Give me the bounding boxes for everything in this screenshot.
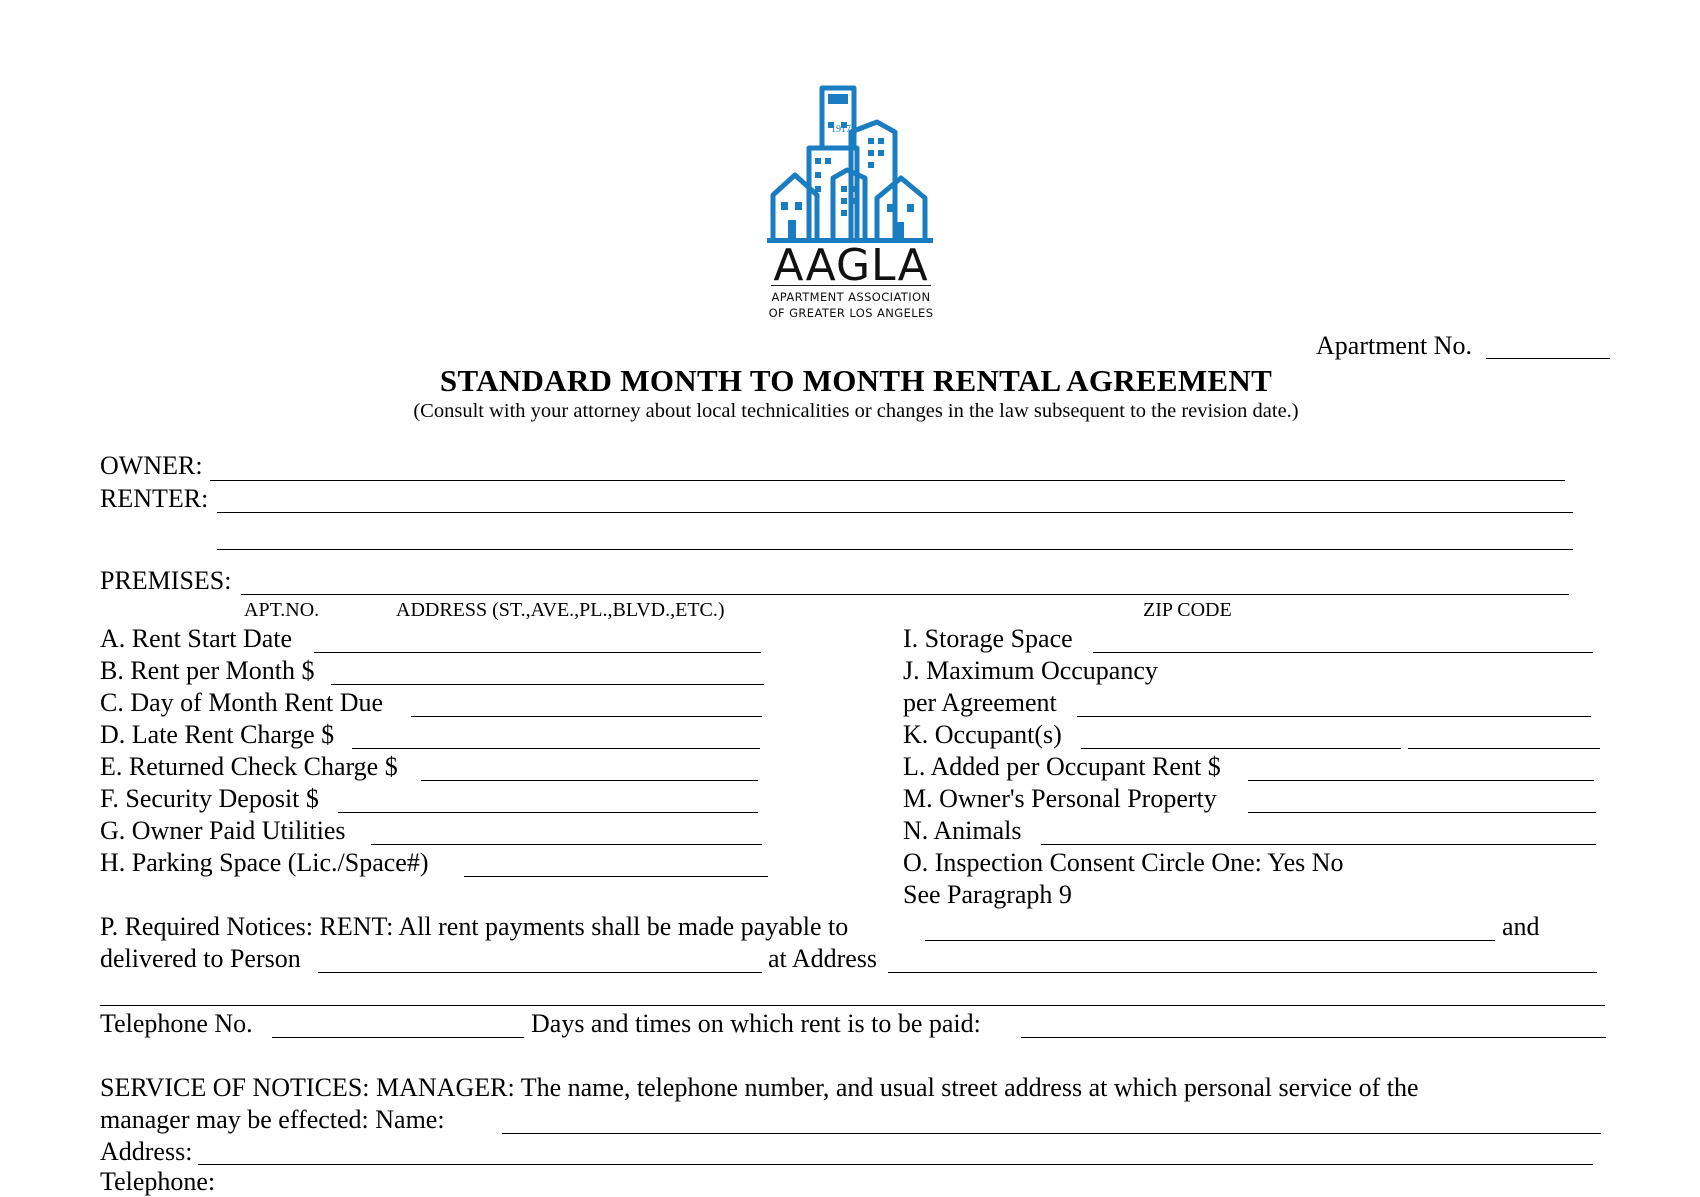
rent-start-date-field[interactable] (314, 652, 761, 653)
zip-caption: ZIP CODE (1143, 599, 1232, 621)
payable-to-field[interactable] (925, 940, 1495, 941)
returned-check-charge-label: E. Returned Check Charge $ (100, 752, 398, 781)
manager-name-label: manager may be effected: Name: (100, 1105, 445, 1134)
owner-paid-utilities-label: G. Owner Paid Utilities (100, 816, 346, 845)
added-occupant-rent-label: L. Added per Occupant Rent $ (903, 752, 1221, 781)
apartment-no-field[interactable] (1486, 358, 1610, 359)
rent-per-month-field[interactable] (331, 684, 764, 685)
owner-personal-property-field[interactable] (1248, 812, 1596, 813)
rent-per-month-label: B. Rent per Month $ (100, 656, 315, 685)
days-times-label: Days and times on which rent is to be paid: (531, 1009, 981, 1038)
address-caption: ADDRESS (ST.,AVE.,PL.,BLVD.,ETC.) (396, 599, 725, 621)
added-occupant-rent-field[interactable] (1248, 780, 1594, 781)
parking-space-label: H. Parking Space (Lic./Space#) (100, 848, 429, 877)
rent-start-date-label: A. Rent Start Date (100, 624, 293, 653)
owner-label: OWNER: (100, 451, 203, 480)
occupants-field-1[interactable] (1081, 748, 1401, 749)
animals-field[interactable] (1041, 844, 1596, 845)
apartment-no-label: Apartment No. (1316, 331, 1472, 360)
apt-no-caption: APT.NO. (244, 599, 320, 621)
owner-paid-utilities-field[interactable] (371, 844, 762, 845)
occupants-label: K. Occupant(s) (903, 720, 1062, 749)
delivered-to-person-label: delivered to Person (100, 944, 301, 973)
inspection-consent-label[interactable]: O. Inspection Consent Circle One: Yes No (903, 848, 1344, 877)
occupants-field-2[interactable] (1408, 748, 1600, 749)
service-of-notices-text: SERVICE OF NOTICES: MANAGER: The name, telephone number, and usual street address at which personal service of the (100, 1073, 1419, 1102)
manager-address-label: Address: (100, 1137, 193, 1166)
storage-space-field[interactable] (1093, 652, 1593, 653)
day-rent-due-label: C. Day of Month Rent Due (100, 688, 384, 717)
per-agreement-label: per Agreement (903, 688, 1057, 717)
security-deposit-field[interactable] (338, 812, 758, 813)
telephone-no-label: Telephone No. (100, 1009, 253, 1038)
page-subtitle: (Consult with your attorney about local technicalities or changes in the law subsequent to the revision date.) (413, 400, 1299, 422)
security-deposit-label: F. Security Deposit $ (100, 784, 319, 813)
city-buildings-icon (765, 80, 937, 245)
owner-field[interactable] (210, 480, 1565, 481)
manager-telephone-label: Telephone: (100, 1167, 216, 1196)
manager-name-field[interactable] (502, 1133, 1601, 1134)
logo-divider (771, 285, 931, 286)
storage-space-label: I. Storage Space (903, 624, 1073, 653)
logo-subtitle-line2: OF GREATER LOS ANGELES (768, 306, 934, 320)
late-rent-charge-label: D. Late Rent Charge $ (100, 720, 335, 749)
owner-personal-property-label: M. Owner's Personal Property (903, 784, 1217, 813)
animals-label: N. Animals (903, 816, 1022, 845)
late-rent-charge-field[interactable] (352, 748, 760, 749)
and-label: and (1502, 912, 1540, 941)
day-rent-due-field[interactable] (411, 716, 762, 717)
logo-year: 1917 (831, 124, 851, 135)
address-continuation-field[interactable] (100, 1005, 1605, 1006)
at-address-label: at Address (768, 944, 878, 973)
see-paragraph-label: See Paragraph 9 (903, 880, 1072, 909)
days-times-field[interactable] (1021, 1037, 1606, 1038)
aagla-logo (765, 80, 945, 330)
delivered-to-person-field[interactable] (318, 972, 762, 973)
renter-field-2[interactable] (217, 549, 1573, 550)
logo-subtitle-line1: APARTMENT ASSOCIATION (771, 290, 931, 304)
telephone-no-field[interactable] (272, 1037, 524, 1038)
premises-field[interactable] (241, 594, 1569, 595)
page-title: STANDARD MONTH TO MONTH RENTAL AGREEMENT (439, 363, 1273, 398)
premises-label: PREMISES: (100, 566, 232, 595)
returned-check-charge-field[interactable] (421, 780, 758, 781)
at-address-field[interactable] (888, 972, 1597, 973)
maximum-occupancy-field[interactable] (1077, 716, 1591, 717)
renter-label: RENTER: (100, 484, 209, 513)
logo-wordmark: AAGLA (773, 240, 929, 291)
renter-field[interactable] (217, 512, 1573, 513)
parking-space-field[interactable] (464, 876, 768, 877)
manager-address-field[interactable] (198, 1164, 1593, 1165)
required-notices-label: P. Required Notices: RENT: All rent payments shall be made payable to (100, 912, 849, 941)
maximum-occupancy-label: J. Maximum Occupancy (903, 656, 1158, 685)
